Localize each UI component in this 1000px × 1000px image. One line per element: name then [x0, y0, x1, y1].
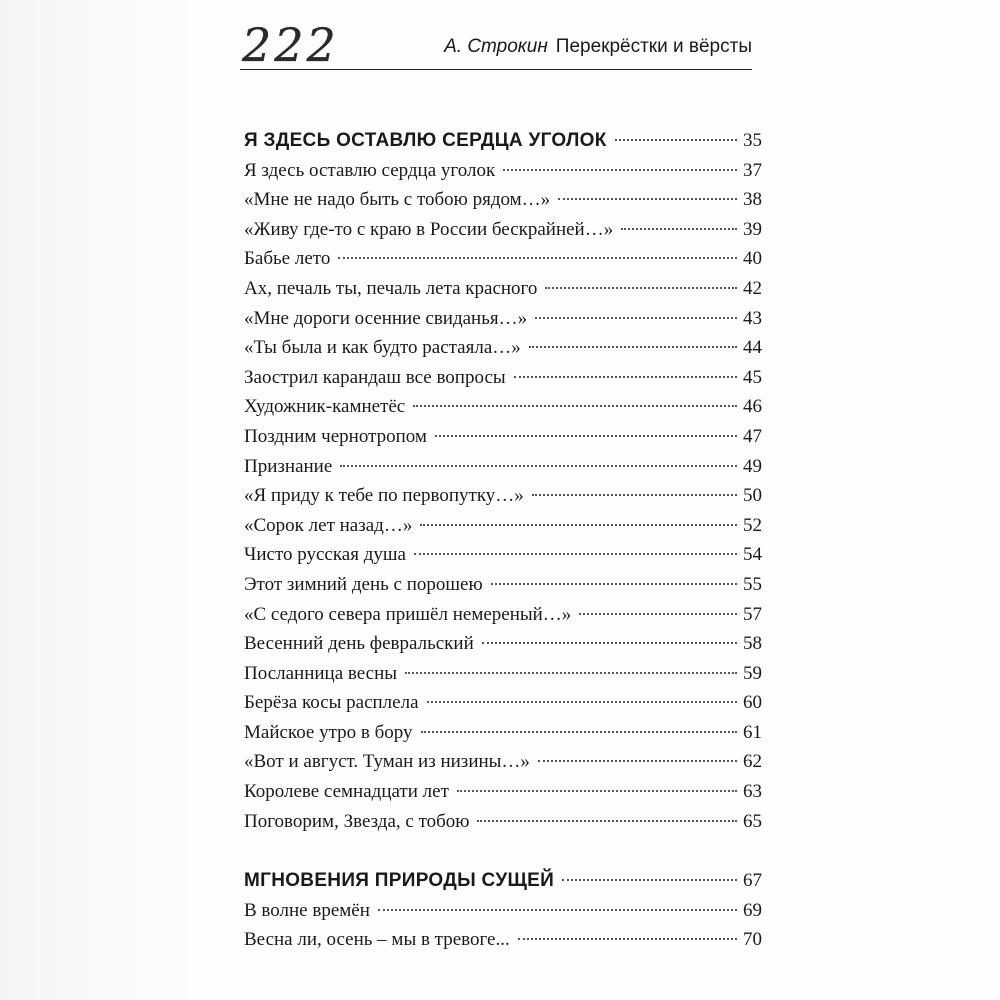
entry-page: 61	[743, 721, 762, 743]
dot-leader	[562, 879, 737, 881]
dot-leader	[378, 909, 737, 911]
entry-page: 55	[743, 573, 762, 595]
dot-leader	[413, 405, 737, 407]
entry-title: Заострил карандаш все вопросы	[244, 366, 506, 388]
dot-leader	[457, 790, 737, 792]
author-name: А. Строкин	[444, 36, 548, 57]
toc-entry	[244, 570, 762, 600]
entry-title: В волне времён	[244, 899, 370, 921]
entry-page: 43	[743, 307, 762, 329]
dot-leader	[482, 642, 737, 644]
dot-leader	[405, 672, 737, 674]
entry-page: 52	[743, 514, 762, 536]
entry-page: 46	[743, 396, 762, 418]
toc-entry	[244, 215, 762, 245]
entry-page: 42	[743, 277, 762, 299]
toc-entry	[244, 363, 762, 393]
dot-leader	[529, 346, 737, 348]
toc-entry	[244, 244, 762, 274]
entry-title: «С седого севера пришёл немереный…»	[244, 603, 572, 625]
dot-leader	[491, 583, 737, 585]
dot-leader	[477, 820, 737, 822]
running-head	[444, 36, 752, 58]
entry-page: 62	[743, 751, 762, 773]
entry-title: Этот зимний день с порошею	[244, 573, 483, 595]
dot-leader	[518, 938, 737, 940]
page-number: 222	[242, 18, 339, 72]
toc-entry	[244, 156, 762, 186]
entry-page: 50	[743, 485, 762, 507]
entry-title: Весна ли, осень – мы в тревоге...	[244, 929, 510, 951]
entry-title: Весенний день февральский	[244, 633, 474, 655]
entry-title: Признание	[244, 455, 333, 477]
entry-page: 65	[743, 810, 762, 832]
page-shade	[0, 0, 200, 1000]
toc-section-heading	[244, 866, 762, 896]
section-title: МГНОВЕНИЯ ПРИРОДЫ СУЩЕЙ	[244, 870, 555, 892]
dot-leader	[621, 228, 737, 230]
entry-page: 63	[743, 781, 762, 803]
toc-entry	[244, 659, 762, 689]
toc-entry	[244, 422, 762, 452]
toc-entry	[244, 600, 762, 630]
section-gap	[244, 836, 762, 866]
dot-leader	[421, 731, 737, 733]
toc-entry	[244, 304, 762, 334]
entry-page: 39	[743, 218, 762, 240]
dot-leader	[535, 317, 737, 319]
toc-entry	[244, 777, 762, 807]
dot-leader	[532, 494, 737, 496]
toc-entry	[244, 540, 762, 570]
toc-entry	[244, 629, 762, 659]
entry-title: «Мне дороги осенние свиданья…»	[244, 307, 528, 329]
entry-page: 40	[743, 248, 762, 270]
toc-section-heading	[244, 126, 762, 156]
section-page: 35	[743, 130, 762, 151]
entry-page: 38	[743, 189, 762, 211]
dot-leader	[514, 376, 737, 378]
toc-entry	[244, 807, 762, 837]
entry-title: Королеве семнадцати лет	[244, 781, 449, 803]
entry-page: 60	[743, 692, 762, 714]
dot-leader	[545, 287, 737, 289]
entry-page: 69	[743, 899, 762, 921]
table-of-contents	[244, 126, 762, 955]
dot-leader	[338, 257, 737, 259]
entry-title: «Сорок лет назад…»	[244, 514, 413, 536]
entry-title: Художник-камнетёс	[244, 396, 406, 418]
entry-page: 37	[743, 159, 762, 181]
toc-entry	[244, 185, 762, 215]
entry-title: «Вот и август. Туман из низины…»	[244, 751, 530, 773]
toc-entry	[244, 274, 762, 304]
section-entries	[244, 156, 762, 837]
toc-entry	[244, 688, 762, 718]
dot-leader	[615, 139, 737, 141]
entry-page: 70	[743, 929, 762, 951]
entry-title: Поздним чернотропом	[244, 425, 427, 447]
header-rule	[240, 69, 752, 70]
toc-entry	[244, 333, 762, 363]
toc-entry	[244, 511, 762, 541]
entry-page: 44	[743, 337, 762, 359]
entry-page: 45	[743, 366, 762, 388]
entry-title: «Мне не надо быть с тобою рядом…»	[244, 189, 551, 211]
dot-leader	[579, 613, 737, 615]
toc-entry	[244, 452, 762, 482]
toc-entry	[244, 718, 762, 748]
section-entries	[244, 896, 762, 955]
entry-title: «Ты была и как будто растаяла…»	[244, 337, 521, 359]
section-title: Я ЗДЕСЬ ОСТАВЛЮ СЕРДЦА УГОЛОК	[244, 130, 607, 151]
dot-leader	[427, 701, 737, 703]
dot-leader	[538, 760, 737, 762]
entry-title: «Я приду к тебе по первопутку…»	[244, 485, 524, 507]
entry-title: «Живу где-то с краю в России бескрайней…»	[244, 218, 614, 240]
entry-title: Я здесь оставлю сердца уголок	[244, 159, 496, 181]
entry-title: Майское утро в бору	[244, 721, 413, 743]
entry-page: 58	[743, 633, 762, 655]
toc-entry	[244, 925, 762, 955]
entry-title: Ах, печаль ты, печаль лета красного	[244, 277, 538, 299]
entry-page: 57	[743, 603, 762, 625]
dot-leader	[414, 553, 737, 555]
toc-entry	[244, 747, 762, 777]
entry-title: Поговорим, Звезда, с тобою	[244, 810, 470, 832]
dot-leader	[558, 198, 737, 200]
entry-title: Бабье лето	[244, 248, 331, 270]
toc-entry	[244, 392, 762, 422]
dot-leader	[340, 465, 737, 467]
dot-leader	[435, 435, 737, 437]
entry-page: 47	[743, 425, 762, 447]
dot-leader	[503, 169, 737, 171]
page-header	[240, 18, 752, 72]
entry-page: 49	[743, 455, 762, 477]
dot-leader	[420, 524, 737, 526]
entry-title: Чисто русская душа	[244, 544, 406, 566]
entry-page: 54	[743, 544, 762, 566]
book-title: Перекрёстки и вёрсты	[555, 36, 752, 57]
entry-title: Берёза косы расплела	[244, 692, 419, 714]
section-page: 67	[743, 870, 762, 892]
entry-page: 59	[743, 662, 762, 684]
entry-title: Посланница весны	[244, 662, 398, 684]
toc-entry	[244, 896, 762, 926]
toc-entry	[244, 481, 762, 511]
